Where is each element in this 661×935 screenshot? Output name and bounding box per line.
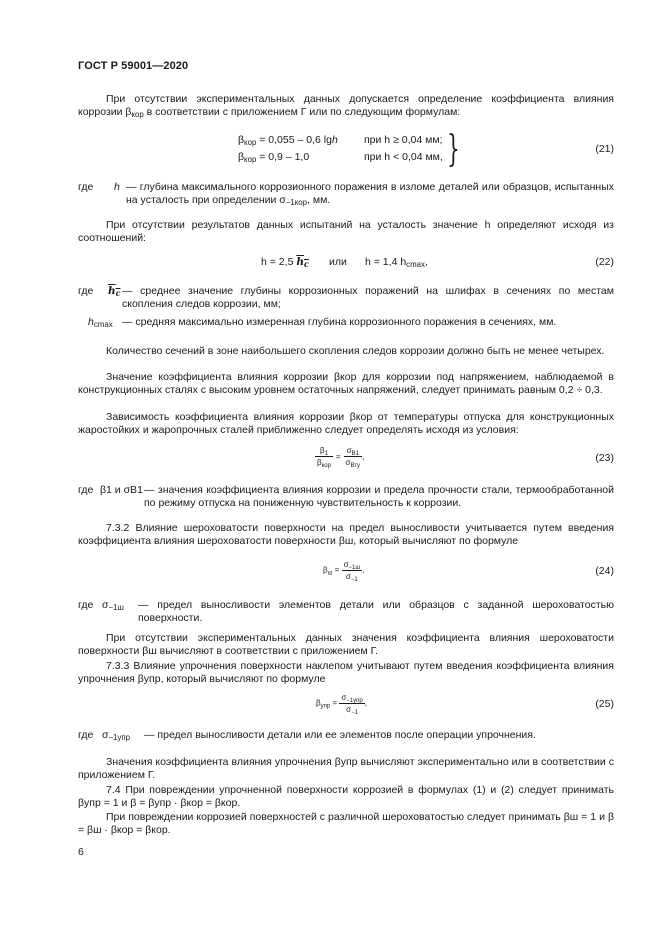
where-block-22b: $h_{cmax}$ — средняя максимально измеренная глубина коррозионного поражения в сечениях, мм. <box>88 316 557 329</box>
equation-number: (24) <box>595 565 614 577</box>
paragraph-section-7-4: 7.4 При повреждении упрочненной поверхности коррозией в формулах (1) и (2) следует принимать βупр = 1 и β = βупр · βкор = βкор. <box>78 784 614 810</box>
where-block-24: где $\sigma_{-1ш}$ — предел выносливости элементов детали или образцов с заданной шероховатостью поверхности. <box>78 599 614 625</box>
right-brace-icon: } <box>447 129 460 170</box>
paragraph-roughness-appendix: При отсутствии экспериментальных данных значения коэффициента влияния шероховатости поверхности βш вычисляют в соответствии с приложением Г. <box>78 632 614 658</box>
paragraph-h-determination: При отсутствии результатов данных испытаний на усталость значение h определяют исходя из соотношений: <box>78 219 614 245</box>
paragraph-hardening: 7.3.3 Влияние упрочнения поверхности наклепом учитывают путем введения коэффициента влияния упрочнения βупр, который вычисляют по формуле <box>78 660 614 686</box>
equation-number: (25) <box>595 698 614 710</box>
paragraph-tempering: Зависимость коэффициента влияния коррозии βкор от температуры отпуска для конструкционных жаростойких и жаропрочных сталей приближенно следует определять исходя из условия: <box>78 411 614 437</box>
paragraph-corrosion-intro: При отсутствии экспериментальных данных допускается определение коэффициента влияния коррозии $\beta_{кор}$ в соответствии с приложением Г или по следующим формулам: <box>78 93 614 120</box>
equation-25: $\beta_{упр}$ = $\frac{\sigma_{-1упр}}{\sigma_{-1}}$ , (25) <box>316 693 614 716</box>
paragraph-stress-corrosion: Значение коэффициента влияния коррозии βкор для коррозии под напряжением, наблюдаемой в конструкционных сталях с высоким уровнем остаточных напряжений, следует принимать равным 0,2 ÷ 0,3. <box>78 371 614 397</box>
equation-24: $\beta_ш$ = $\frac{\sigma_{-1ш}}{\sigma_{-1}}$ , (24) <box>323 560 614 583</box>
equation-number: (21) <box>595 143 614 155</box>
paragraph-roughness: 7.3.2 Влияние шероховатости поверхности на предел выносливости учитывается путем введения коэффициента влияния шероховатости поверхности βш, который вычисляют по формуле <box>78 522 614 548</box>
where-block-21: где h — глубина максимального коррозионного поражения в изломе деталей или образцов, испытанных на усталость при определении $\sigma_{-1кор}$, мм. <box>78 181 614 208</box>
paragraph-hardening-values: Значения коэффициента влияния упрочнения βупр вычисляют экспериментально или в соответствии с приложением Г. <box>78 756 614 782</box>
equation-number: (23) <box>595 452 614 464</box>
equation-22: h = 2,5 $\overline{h}_{\overline{c}}$ или h = 1,4 $h_{cmax}$, (22) <box>261 256 614 269</box>
equation-23: $\frac{\beta_1}{\beta_{кор}}$ = $\frac{\sigma_{В1}}{\sigma_{Вту}}$ , (23) <box>317 446 614 469</box>
paragraph-roughness-corrosion: При повреждении коррозией поверхностей с различной шероховатостью следует принимать βш = 1 и β = βш · βкор = βкор. <box>78 811 614 837</box>
page-number: 6 <box>78 846 84 858</box>
standard-header: ГОСТ Р 59001—2020 <box>78 60 189 72</box>
where-block-22: где $\overline{h}_{\overline{c}}$ — среднее значение глубины коррозионных поражений на шлифах в сечениях по местам скопления следов коррозии, мм; <box>78 285 614 311</box>
equation-number: (22) <box>595 256 614 268</box>
where-block-25: где $\sigma_{-1упр}$ — предел выносливости детали или ее элементов после операции упрочнения. <box>78 729 536 742</box>
equation-21: $\beta_{кор} = 0,055 - 0,6$ lgh при h ≥ 0,04 мм; $\beta_{кор} = 0,9 - 1,0$ при h < 0,04 мм, } (21) <box>238 129 614 170</box>
where-block-23: где β1 и σВ1 — значения коэффициента влияния коррозии и предела прочности стали, термообработанной по режиму отпуска на пониженную чувствительность к коррозии. <box>78 484 614 510</box>
paragraph-sections-count: Количество сечений в зоне наибольшего скопления следов коррозии должно быть не менее четырех. <box>106 345 605 357</box>
